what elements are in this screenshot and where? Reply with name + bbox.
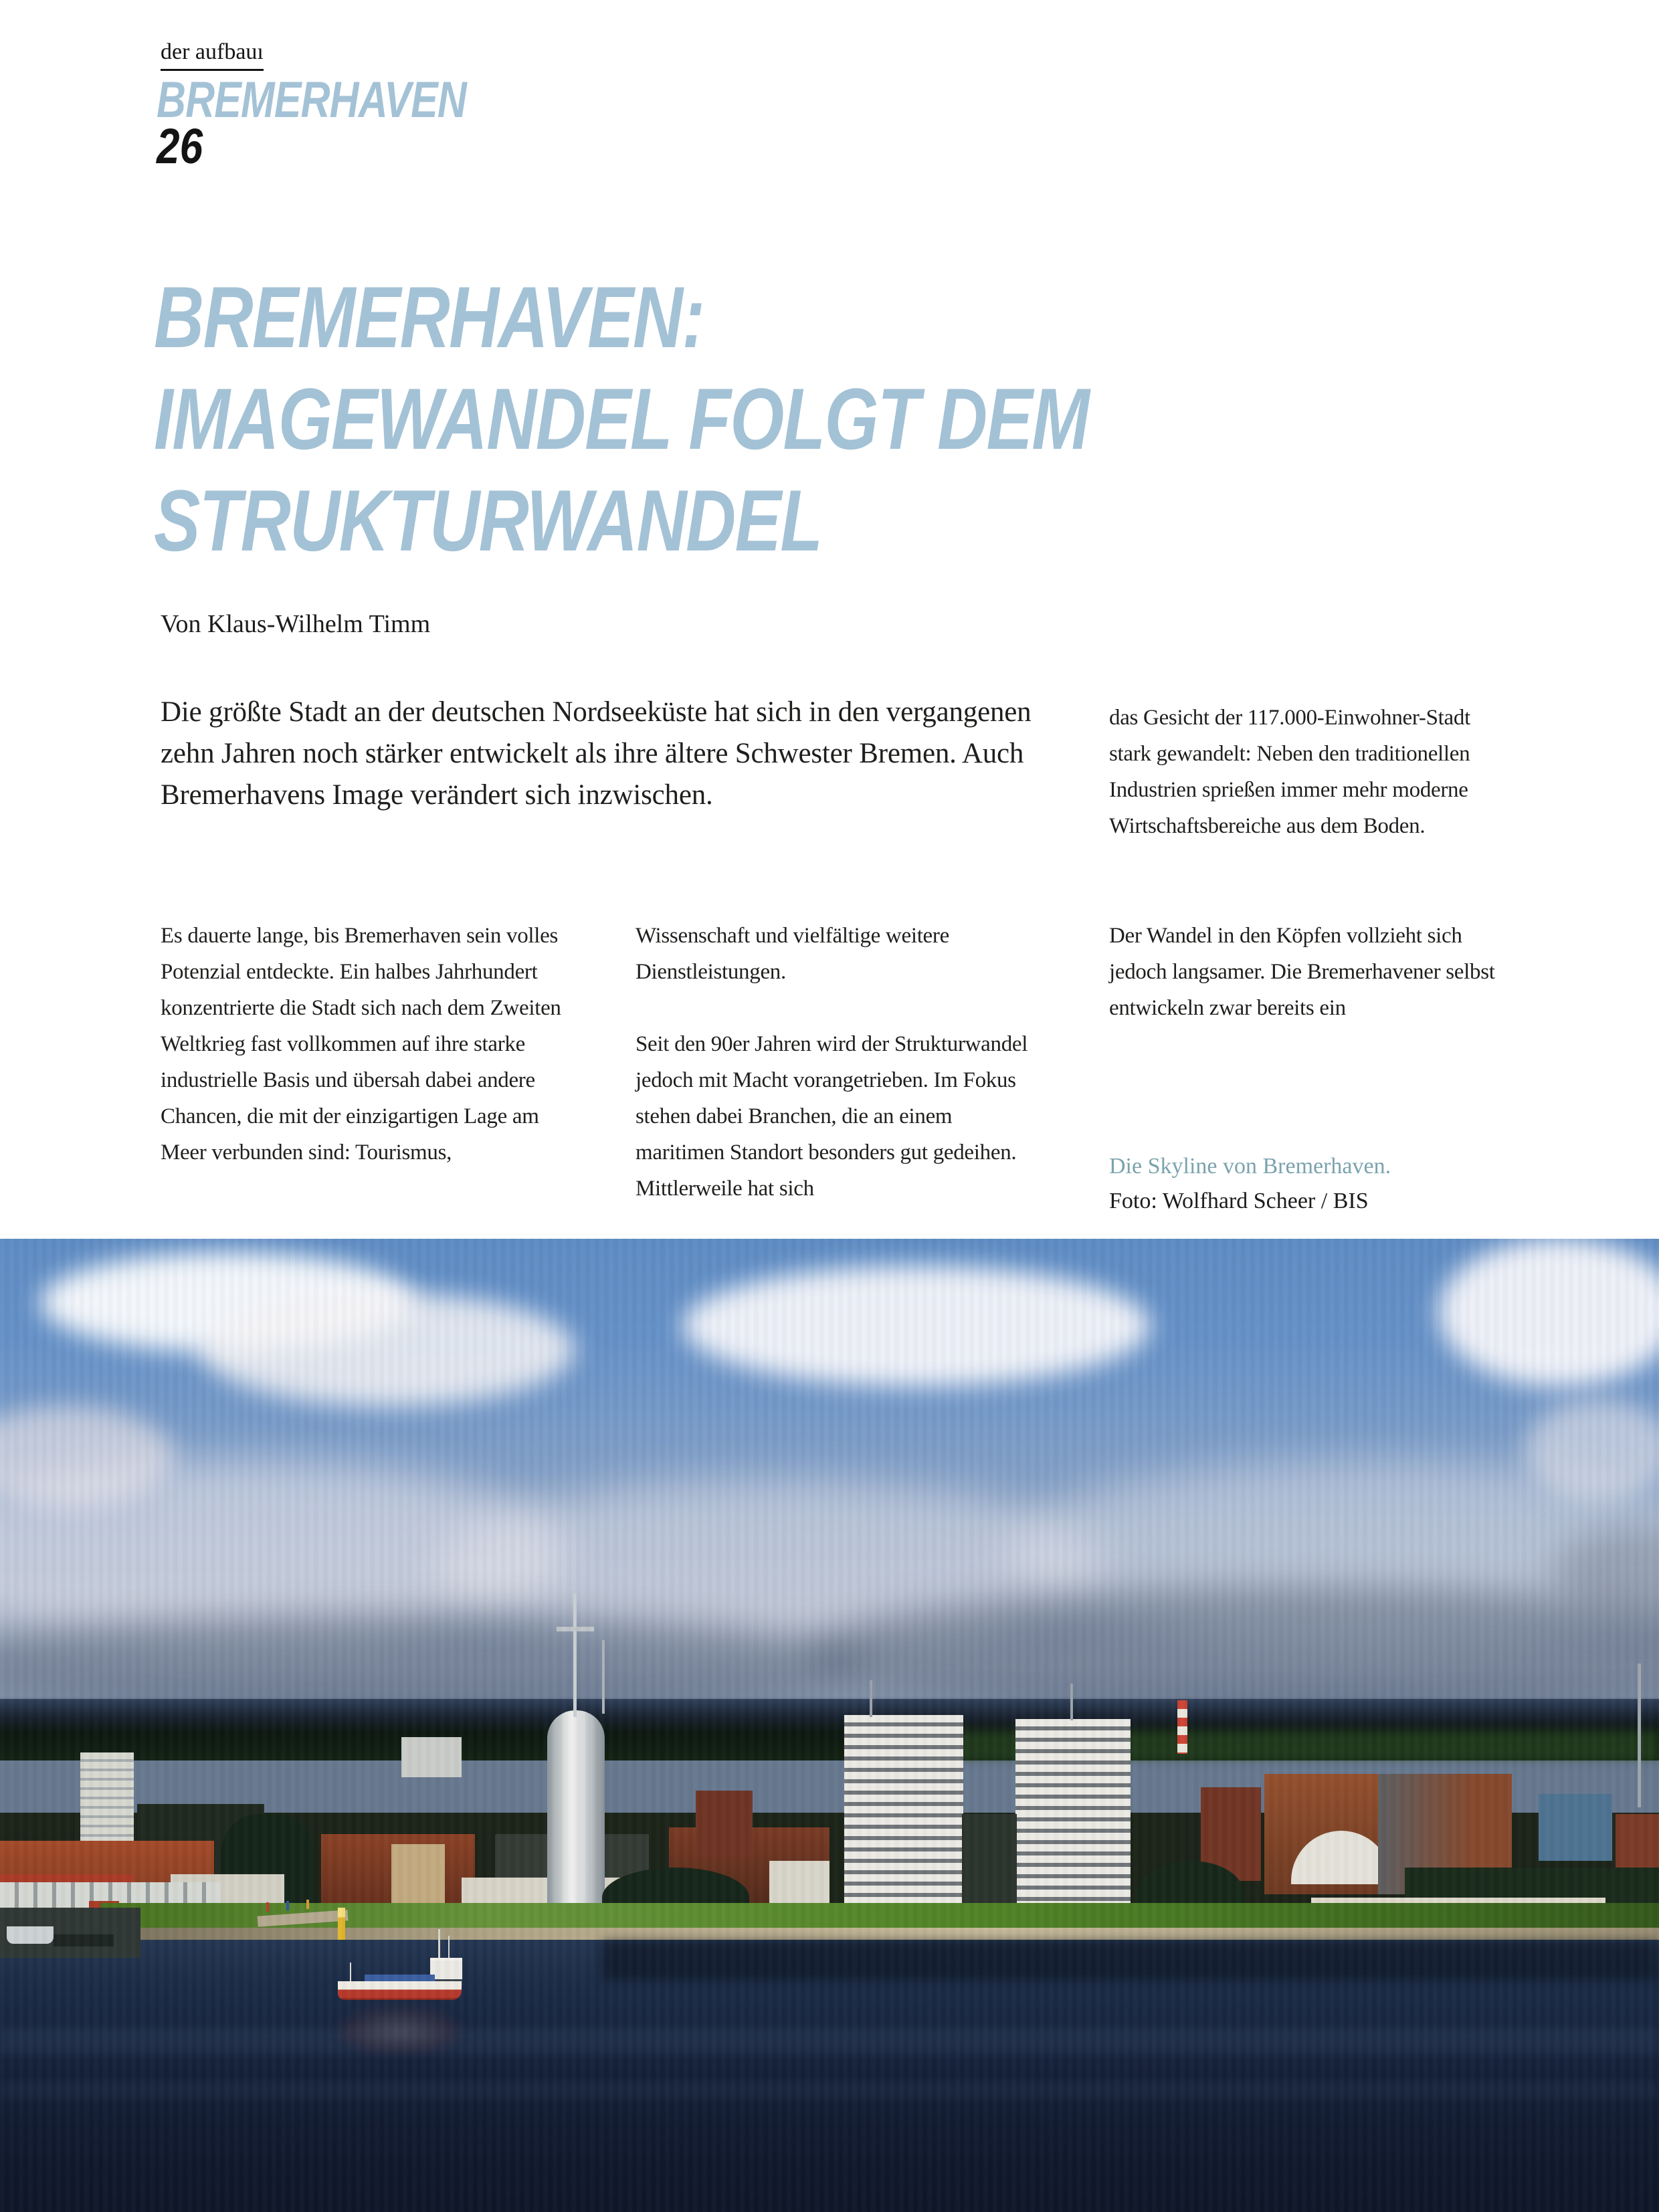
cargo-ship xyxy=(338,1958,465,2011)
building xyxy=(1539,1794,1612,1861)
paragraph: Der Wandel in den Köpfen vollzieht sich jedoch langsamer. Die Bremerhavener selbst entwickeln zwar bereits ein xyxy=(1109,924,1495,1020)
ship-masts xyxy=(350,1963,351,1983)
title-line-2: IMAGEWANDEL FOLGT DEM xyxy=(154,370,1089,468)
antenna xyxy=(602,1640,605,1714)
column-2 xyxy=(636,918,1037,1207)
title-line-3: STRUKTURWANDEL xyxy=(154,472,822,569)
paragraph: Es dauerte lange, bis Bremerhaven sein volles Potenzial entdeckte. Ein halbes Jahrhundert konzentrierte die Stadt sich nach dem Zweiten Weltkrieg fast vollkommen auf ihre starke industrielle Basis und übersah dabei andere Chancen, die mit der einzigartigen Lage am Meer verbunden sind: Tourismus, xyxy=(161,924,561,1165)
paragraph: das Gesicht der 117.000-Einwohner-Stadt stark gewandelt: Neben den traditionellen Industrien sprießen immer mehr moderne Wirtschaftsbereiche aus dem Boden. xyxy=(1109,706,1470,838)
article-title xyxy=(154,266,1323,571)
boat xyxy=(7,1926,54,1944)
paragraph: Seit den 90er Jahren wird der Strukturwandel jedoch mit Macht vorangetrieben. Im Fokus stehen dabei Branchen, die an einem maritimen Standort besonders gut gedeihen. Mittlerweile hat sich xyxy=(636,1032,1028,1201)
photo-caption xyxy=(1109,1149,1524,1219)
section-kicker: BREMERHAVEN xyxy=(157,72,466,128)
masthead: der aufbauı xyxy=(161,39,264,71)
water-reflection xyxy=(0,2082,1659,2099)
ship-hull xyxy=(338,1981,462,2000)
striped-chimney xyxy=(1177,1700,1187,1754)
skyline-photo xyxy=(0,1239,1659,2212)
caption-credit: Foto: Wolfhard Scheer / BIS xyxy=(1109,1189,1369,1213)
byline: Von Klaus-Wilhelm Timm xyxy=(161,610,431,638)
antenna xyxy=(1070,1684,1073,1720)
flag-post xyxy=(306,1900,309,1909)
spire-crossbar xyxy=(557,1627,594,1631)
building xyxy=(401,1737,462,1777)
ship-masts xyxy=(438,1929,440,1959)
paragraph: Wissenschaft und vielfältige weitere Dienstleistungen. xyxy=(636,924,949,984)
ship-masts xyxy=(448,1936,450,1959)
lead-paragraph: Die größte Stadt an der deutschen Nordseeküste hat sich in den vergangenen zehn Jahren noch stärker entwickelt als ihre ältere Schwester Bremen. Auch Bremerhavens Image verändert sich inzwischen. xyxy=(161,696,1032,811)
column-3 xyxy=(1109,918,1510,1026)
river-water xyxy=(0,1940,1659,2212)
mast xyxy=(1638,1664,1641,1807)
building xyxy=(696,1791,753,1857)
tower-spire xyxy=(573,1593,577,1717)
water-reflection xyxy=(0,2028,1659,2055)
column-1 xyxy=(161,918,562,1171)
flag-post xyxy=(266,1902,269,1912)
column-3-top xyxy=(1109,700,1510,844)
boat xyxy=(54,1934,114,1946)
beacon xyxy=(338,1908,345,1940)
ship-reflection xyxy=(338,2007,462,2053)
caption-title: Die Skyline von Bremerhaven. xyxy=(1109,1154,1391,1179)
sail-tower xyxy=(547,1710,605,1921)
antenna xyxy=(870,1680,872,1717)
page-number: 26 xyxy=(157,118,203,174)
flag-post xyxy=(286,1901,289,1910)
building xyxy=(80,1752,134,1843)
water-shadow xyxy=(602,1940,1659,1980)
title-line-1: BREMERHAVEN: xyxy=(154,268,704,366)
